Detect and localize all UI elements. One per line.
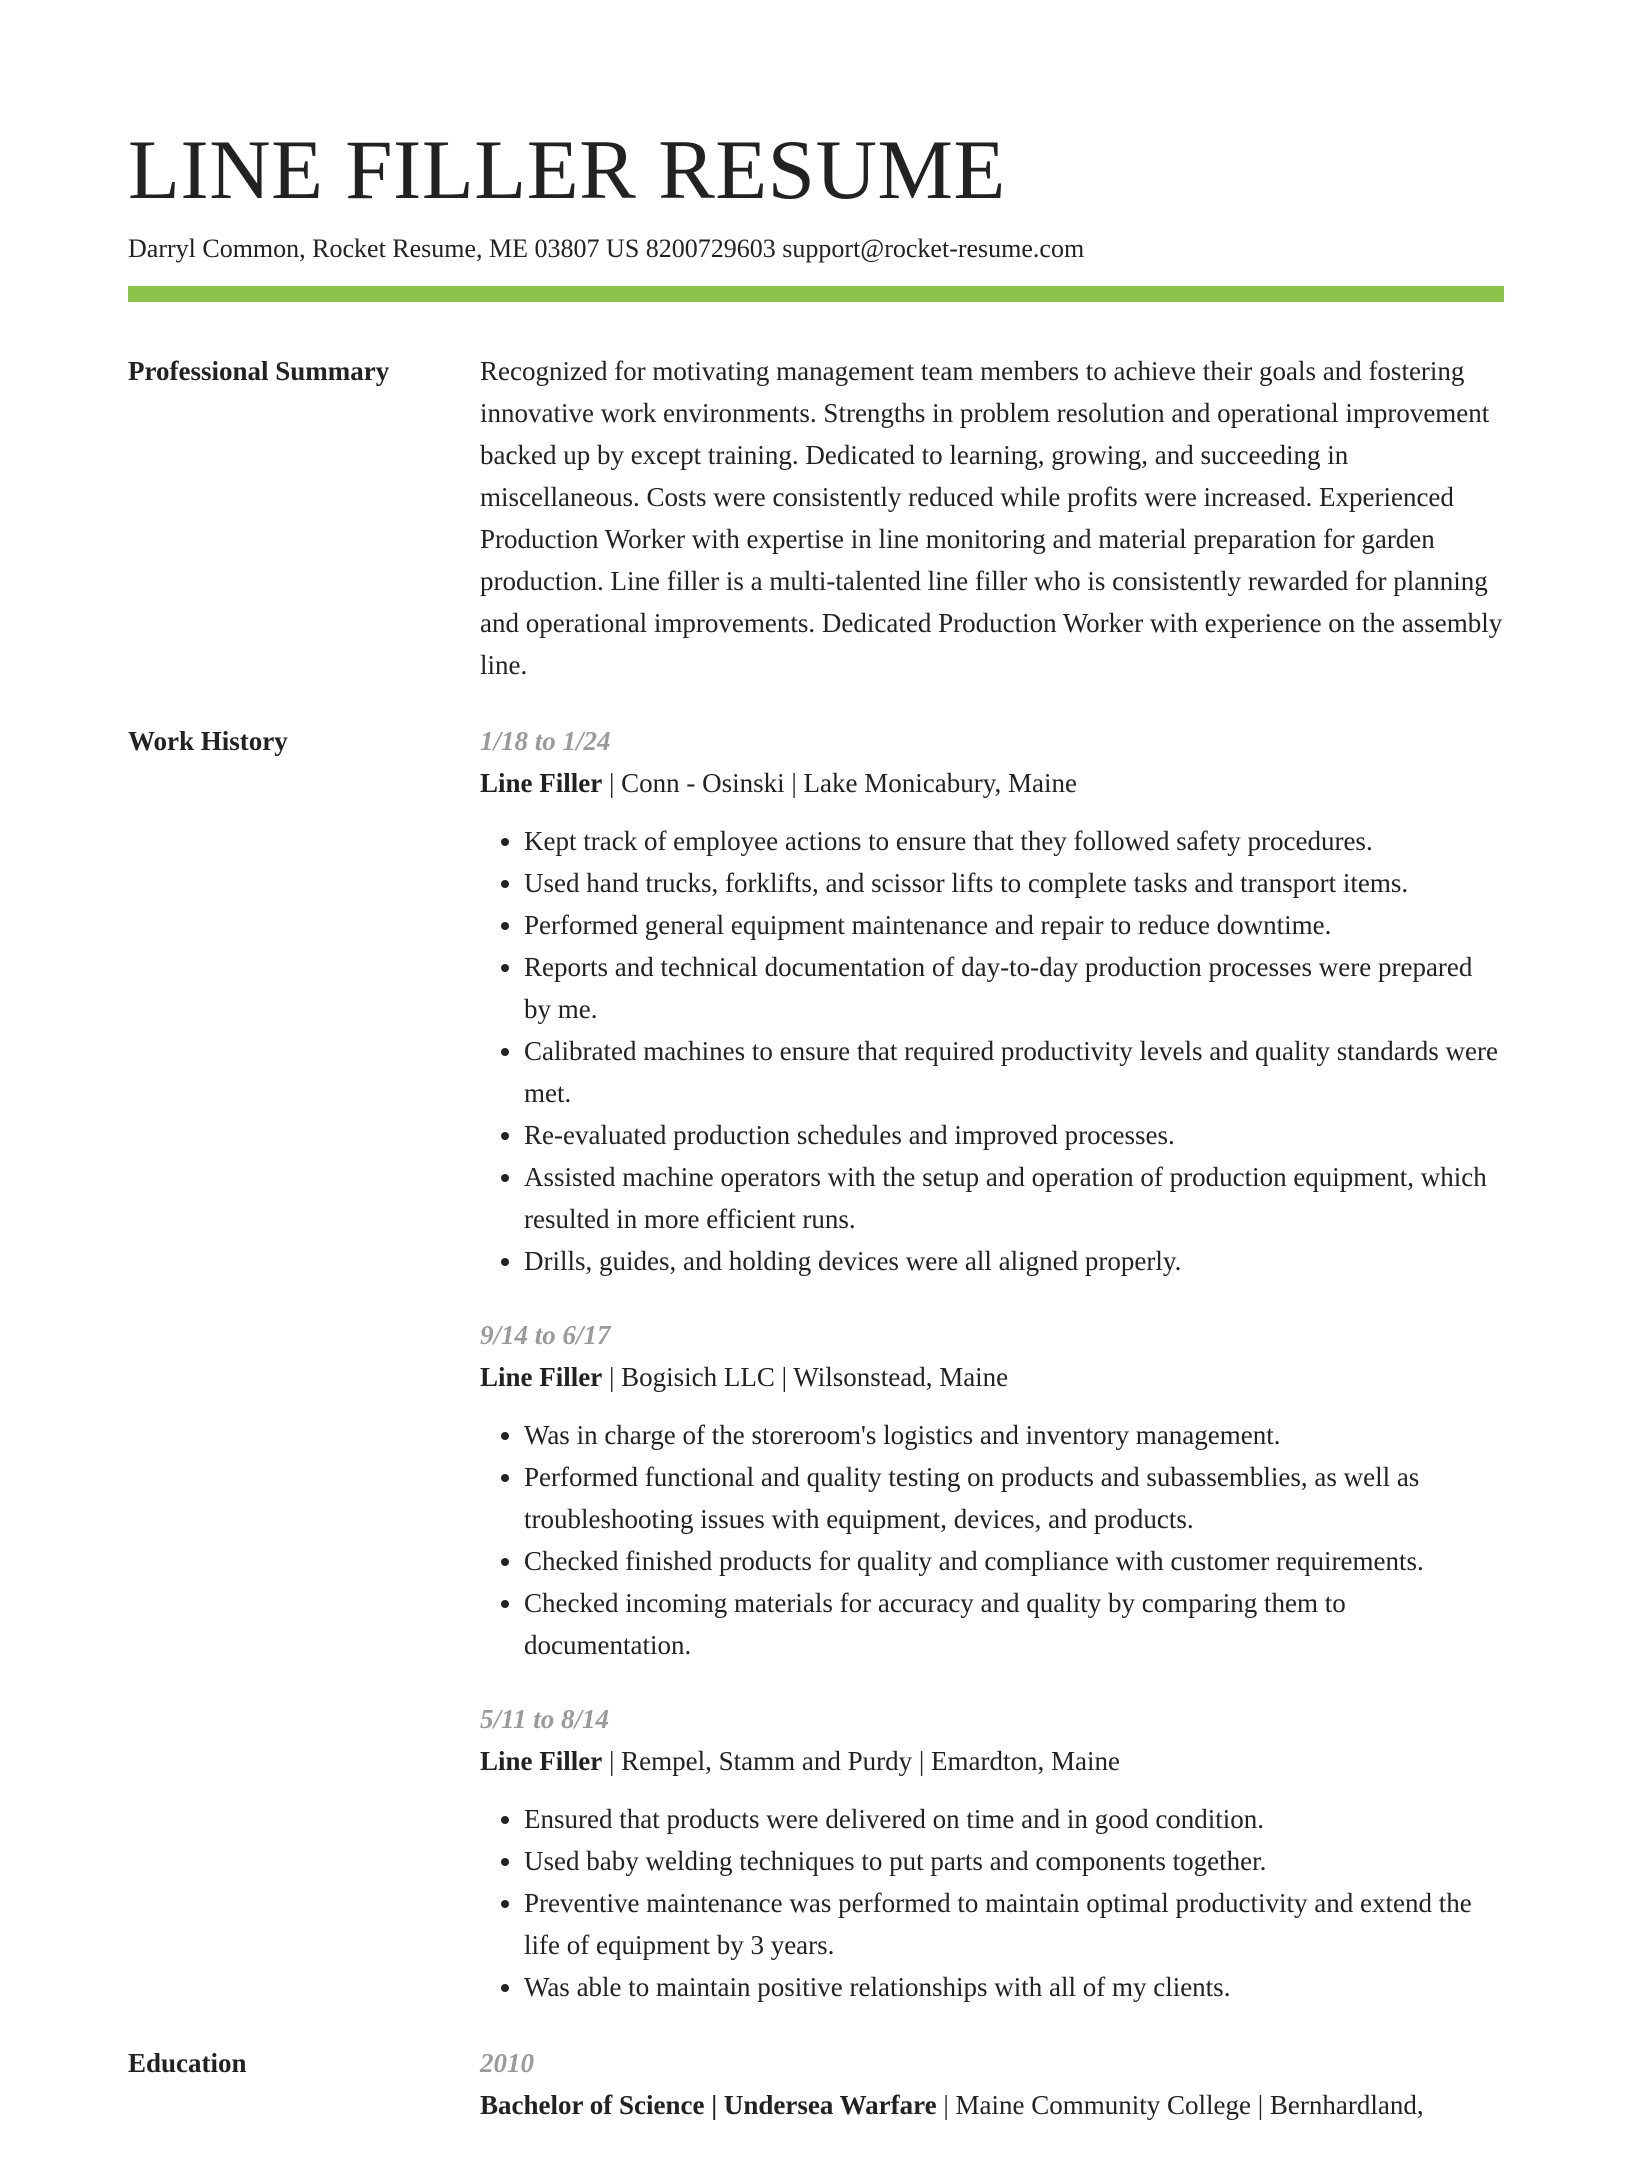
resume-title: LINE FILLER RESUME bbox=[128, 123, 1006, 217]
job-heading bbox=[480, 1356, 1504, 1398]
section-label-work-history: Work History bbox=[128, 726, 288, 756]
education-year: 2010 bbox=[480, 2048, 534, 2078]
job-bullet: • Re-evaluated production schedules and improved processes. bbox=[524, 1114, 1504, 1156]
summary-body bbox=[480, 350, 1504, 686]
job-entry bbox=[480, 1698, 1504, 2008]
job-bullet: • Performed general equipment maintenance and repair to reduce downtime. bbox=[524, 904, 1504, 946]
section-label-summary: Professional Summary bbox=[128, 356, 390, 386]
job-bullet: • Assisted machine operators with the setup and operation of production equipment, which resulted in more efficient runs. bbox=[524, 1156, 1504, 1240]
job-bullet: • Was able to maintain positive relationships with all of my clients. bbox=[524, 1966, 1504, 2008]
education-degree: Bachelor of Science | Undersea Warfare bbox=[480, 2090, 937, 2120]
accent-divider bbox=[128, 286, 1504, 302]
job-bullet-list bbox=[480, 820, 1504, 1282]
education-heading bbox=[480, 2084, 1504, 2126]
job-details: | Conn - Osinski | Lake Monicabury, Maine bbox=[602, 768, 1077, 798]
job-entry bbox=[480, 1314, 1504, 1666]
job-bullet-list bbox=[480, 1414, 1504, 1666]
job-bullet: • Calibrated machines to ensure that required productivity levels and quality standards were met. bbox=[524, 1030, 1504, 1114]
resume-sections bbox=[128, 350, 1504, 2160]
job-heading bbox=[480, 762, 1504, 804]
job-details: | Rempel, Stamm and Purdy | Emardton, Maine bbox=[602, 1746, 1120, 1776]
job-bullet-list bbox=[480, 1798, 1504, 2008]
job-bullet: • Used hand trucks, forklifts, and scissor lifts to complete tasks and transport items. bbox=[524, 862, 1504, 904]
job-bullet: • Was in charge of the storeroom's logistics and inventory management. bbox=[524, 1414, 1504, 1456]
contact-info: Darryl Common, Rocket Resume, ME 03807 US 8200729603 support@rocket-resume.com bbox=[128, 234, 1085, 263]
job-dates: 9/14 to 6/17 bbox=[480, 1320, 611, 1350]
education-details: | Maine Community College | Bernhardland, bbox=[936, 2090, 1424, 2120]
job-heading bbox=[480, 1740, 1504, 1782]
work-history-body bbox=[480, 720, 1504, 2008]
job-bullet: • Preventive maintenance was performed to maintain optimal productivity and extend the life of equipment by 3 years. bbox=[524, 1882, 1504, 1966]
education-section bbox=[128, 2042, 1504, 2126]
job-bullet: • Ensured that products were delivered on time and in good condition. bbox=[524, 1798, 1504, 1840]
job-bullet: • Checked finished products for quality and compliance with customer requirements. bbox=[524, 1540, 1504, 1582]
job-title: Line Filler bbox=[480, 1362, 603, 1392]
job-bullet: • Kept track of employee actions to ensure that they followed safety procedures. bbox=[524, 820, 1504, 862]
education-body bbox=[480, 2042, 1504, 2126]
job-bullet: • Drills, guides, and holding devices were all aligned properly. bbox=[524, 1240, 1504, 1282]
summary-section bbox=[128, 350, 1504, 686]
job-bullet: • Performed functional and quality testing on products and subassemblies, as well as troubleshooting issues with equipment, devices, and products. bbox=[524, 1456, 1504, 1540]
section-label-education: Education bbox=[128, 2048, 247, 2078]
job-dates: 5/11 to 8/14 bbox=[480, 1704, 610, 1734]
job-bullet: • Checked incoming materials for accuracy and quality by comparing them to documentation. bbox=[524, 1582, 1504, 1666]
job-dates: 1/18 to 1/24 bbox=[480, 726, 611, 756]
job-title: Line Filler bbox=[480, 1746, 603, 1776]
job-details: | Bogisich LLC | Wilsonstead, Maine bbox=[602, 1362, 1009, 1392]
job-bullet: • Used baby welding techniques to put parts and components together. bbox=[524, 1840, 1504, 1882]
job-bullet: • Reports and technical documentation of day-to-day production processes were prepared by me. bbox=[524, 946, 1504, 1030]
job-title: Line Filler bbox=[480, 768, 603, 798]
job-entry bbox=[480, 720, 1504, 1282]
work-history-section bbox=[128, 720, 1504, 2008]
summary-text: Recognized for motivating management team members to achieve their goals and fostering innovative work environments. Strengths in problem resolution and operational improvement backed up by except training. Dedicated to learning, growing, and succeeding in miscellaneous. Costs were consistently reduced while profits were increased. Experienced Production Worker with expertise in line monitoring and material preparation for garden production. Line filler is a multi-talented line filler who is consistently rewarded for planning and operational improvements. Dedicated Production Worker with experience on the assembly line. bbox=[480, 356, 1503, 680]
